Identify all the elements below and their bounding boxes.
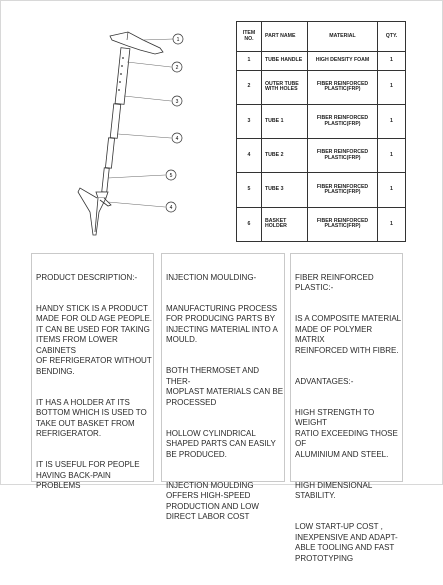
- part-name-cell: OUTER TUBE WITH HOLES: [262, 70, 308, 104]
- svg-text:3: 3: [175, 99, 179, 105]
- balloon-2: [172, 62, 182, 72]
- injection-moulding-panel: [161, 253, 285, 521]
- tube-3: [102, 168, 109, 192]
- col-item-no: ITEM NO.: [237, 22, 262, 52]
- svg-text:4: 4: [175, 136, 179, 142]
- col-part-name: PART NAME: [262, 22, 308, 52]
- table-row: [237, 104, 406, 138]
- material-cell: FIBER REINFORCED PLASTIC(FRP): [308, 70, 378, 104]
- item-no-cell: 2: [237, 70, 262, 104]
- item-no-cell: 1: [237, 52, 262, 71]
- table-row: [237, 70, 406, 104]
- parts-table-header: [237, 22, 406, 52]
- injection-moulding-heading: INJECTION MOULDING-: [166, 272, 257, 282]
- item-no-cell: 3: [237, 104, 262, 138]
- col-material: MATERIAL: [308, 22, 378, 52]
- moulding-paragraph: MANUFACTURING PROCESS FOR PRODUCING PARTS BY INJECTING MATERIAL INTO A MOULD.: [166, 303, 278, 344]
- moulding-paragraph: BOTH THERMOSET AND THER- MOPLAST MATERIALS CAN BE PROCESSED: [166, 366, 284, 407]
- frp-heading: FIBER REINFORCED PLASTIC:-: [295, 272, 374, 292]
- part-name-cell: TUBE 3: [262, 173, 308, 207]
- balloon-5: [166, 170, 176, 180]
- outer-tube: [115, 48, 130, 105]
- product-paragraph: IT HAS A HOLDER AT ITS BOTTOM WHICH IS USED TO TAKE OUT BASKET FROM REFRIGERATOR.: [36, 397, 147, 438]
- qty-cell: 1: [378, 173, 406, 207]
- balloon-1: [173, 34, 183, 44]
- product-paragraph: IT IS USEFUL FOR PEOPLE HAVING BACK-PAIN PROBLEMS: [36, 460, 140, 490]
- product-description-panel: [31, 253, 154, 490]
- frp-advantages-label: ADVANTAGES:-: [295, 376, 354, 386]
- material-cell: FIBER REINFORCED PLASTIC(FRP): [308, 207, 378, 241]
- svg-text:2: 2: [175, 65, 179, 71]
- material-cell: HIGH DENSITY FOAM: [308, 52, 378, 71]
- moulding-paragraph: INJECTION MOULDING OFFERS HIGH-SPEED PRODUCTION AND LOW DIRECT LABOR COST: [166, 480, 259, 521]
- product-paragraph: HANDY STICK IS A PRODUCT MADE FOR OLD AGE PEOPLE. IT CAN BE USED FOR TAKING ITEMS FROM LOWER CABINETS OF REFRIGERATOR WITHOUT BENDING.: [36, 303, 153, 376]
- balloon-3: [172, 96, 182, 106]
- qty-cell: 1: [378, 70, 406, 104]
- moulding-paragraph: HOLLOW CYLINDRICAL SHAPED PARTS CAN EASILY BE PRODUCED.: [166, 428, 276, 459]
- frp-paragraph: HIGH STRENGTH TO WEIGHT RATIO EXCEEDING THOSE OF ALUMINIUM AND STEEL.: [295, 407, 398, 459]
- table-row: [237, 173, 406, 207]
- part-name-cell: BASKET HOLDER: [262, 207, 308, 241]
- frp-paragraph: HIGH DIMENSIONAL STABILITY.: [295, 480, 373, 500]
- item-no-cell: 6: [237, 207, 262, 241]
- col-qty: QTY.: [378, 22, 406, 52]
- qty-cell: 1: [378, 52, 406, 71]
- qty-cell: 1: [378, 207, 406, 241]
- product-description-heading: PRODUCT DESCRIPTION:-: [36, 272, 138, 282]
- part-name-cell: TUBE 2: [262, 139, 308, 173]
- svg-text:5: 5: [169, 173, 173, 179]
- item-no-cell: 5: [237, 173, 262, 207]
- part-name-cell: TUBE HANDLE: [262, 52, 308, 71]
- svg-text:1: 1: [176, 37, 180, 43]
- frp-paragraph: LOW START-UP COST , INEXPENSIVE AND ADAPT- ABLE TOOLING AND FAST PROTOTYPING: [295, 522, 398, 563]
- qty-cell: 1: [378, 139, 406, 173]
- table-row: [237, 207, 406, 241]
- table-row: [237, 139, 406, 173]
- balloon-6: [166, 202, 176, 212]
- table-row: [237, 52, 406, 71]
- qty-cell: 1: [378, 104, 406, 138]
- svg-text:4: 4: [169, 205, 173, 211]
- tube-1: [110, 104, 121, 139]
- frp-paragraph: IS A COMPOSITE MATERIAL MADE OF POLYMER MATRIX REINFORCED WITH FIBRE.: [295, 314, 402, 355]
- material-cell: FIBER REINFORCED PLASTIC(FRP): [308, 173, 378, 207]
- item-no-cell: 4: [237, 139, 262, 173]
- part-name-cell: TUBE 1: [262, 104, 308, 138]
- balloon-4: [172, 133, 182, 143]
- tube-2: [105, 138, 114, 168]
- material-cell: FIBER REINFORCED PLASTIC(FRP): [308, 104, 378, 138]
- fiber-reinforced-plastic-panel: [290, 253, 403, 563]
- parts-table: [236, 21, 406, 242]
- basket-holder: [96, 192, 108, 198]
- material-cell: FIBER REINFORCED PLASTIC(FRP): [308, 139, 378, 173]
- tube-handle: [110, 32, 163, 54]
